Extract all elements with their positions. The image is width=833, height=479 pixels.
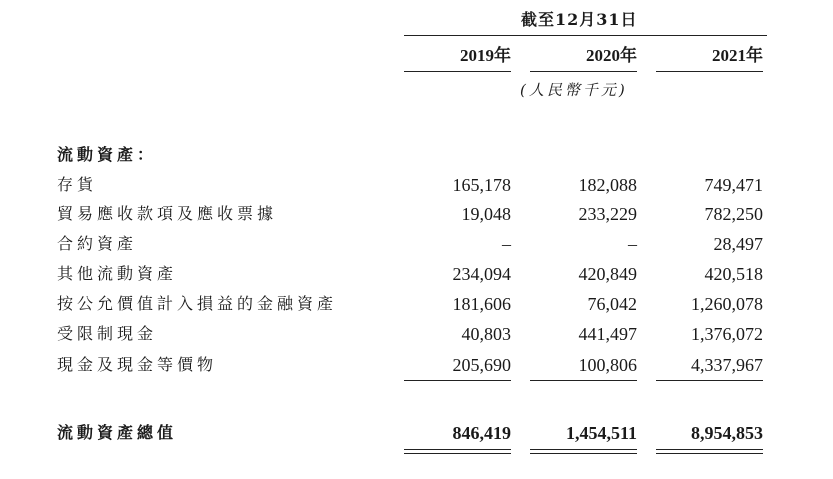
row-label-trade-receivables: 貿易應收款項及應收票據 <box>57 204 278 223</box>
cell-contract-assets-2020: – <box>628 234 637 254</box>
cell-contract-assets-2019: – <box>502 234 511 254</box>
year-header-2021: 2021年 <box>712 46 763 65</box>
cell-restricted-cash-2019: 40,803 <box>461 324 511 344</box>
period-title-rule <box>404 35 767 36</box>
cell-inventory-2020: 182,088 <box>578 175 637 195</box>
cell-fvtpl-assets-2019: 181,606 <box>452 294 511 314</box>
period-title: 截至12月31日 <box>521 10 638 29</box>
subtotal-rule-2020 <box>530 380 637 381</box>
total-label: 流動資產總值 <box>57 423 178 442</box>
row-label-fvtpl-assets: 按公允價值計入損益的金融資產 <box>57 294 338 313</box>
subtotal-rule-2019 <box>404 380 511 381</box>
total-2019: 846,419 <box>452 423 511 443</box>
unit-label: (人民幣千元) <box>520 81 628 99</box>
subtotal-rule-2021 <box>656 380 763 381</box>
cell-cash-equivalents-2021: 4,337,967 <box>691 355 763 375</box>
section-title: 流動資產： <box>57 145 158 164</box>
cell-cash-equivalents-2020: 100,806 <box>578 355 637 375</box>
cell-inventory-2019: 165,178 <box>452 175 511 195</box>
row-label-contract-assets: 合約資產 <box>57 234 138 253</box>
row-label-other-current-assets: 其他流動資產 <box>57 264 178 283</box>
row-label-cash-equivalents: 現金及現金等價物 <box>57 355 218 374</box>
year-underline-2021 <box>656 71 763 72</box>
cell-trade-receivables-2020: 233,229 <box>578 204 637 224</box>
total-2020: 1,454,511 <box>565 423 637 443</box>
cell-fvtpl-assets-2021: 1,260,078 <box>691 294 763 314</box>
cell-other-current-assets-2019: 234,094 <box>452 264 511 284</box>
total-2021: 8,954,853 <box>691 423 763 443</box>
cell-restricted-cash-2020: 441,497 <box>578 324 637 344</box>
total-double-rule-2021 <box>656 449 763 454</box>
total-double-rule-2020 <box>530 449 637 454</box>
cell-other-current-assets-2021: 420,518 <box>704 264 763 284</box>
cell-trade-receivables-2021: 782,250 <box>704 204 763 224</box>
cell-trade-receivables-2019: 19,048 <box>461 204 511 224</box>
year-header-2019: 2019年 <box>460 46 511 65</box>
cell-restricted-cash-2021: 1,376,072 <box>691 324 763 344</box>
total-double-rule-2019 <box>404 449 511 454</box>
cell-other-current-assets-2020: 420,849 <box>578 264 637 284</box>
year-header-2020: 2020年 <box>586 46 637 65</box>
year-underline-2019 <box>404 71 511 72</box>
year-underline-2020 <box>530 71 637 72</box>
cell-inventory-2021: 749,471 <box>704 175 763 195</box>
cell-fvtpl-assets-2020: 76,042 <box>587 294 637 314</box>
cell-contract-assets-2021: 28,497 <box>713 234 763 254</box>
cell-cash-equivalents-2019: 205,690 <box>452 355 511 375</box>
row-label-inventory: 存貨 <box>57 175 98 194</box>
row-label-restricted-cash: 受限制現金 <box>57 324 158 343</box>
